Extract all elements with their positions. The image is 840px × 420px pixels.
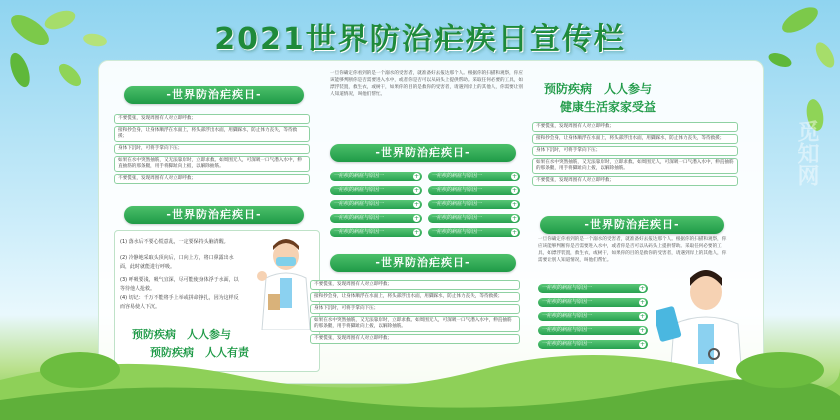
plus-icon: + [511, 173, 518, 180]
list-right-top [532, 122, 738, 188]
plus-icon: + [413, 229, 420, 236]
left-slogan-line2: 预防疾病 人人有责 [150, 346, 249, 359]
bullet-3: (3) 呼吸要浅，吸气宜深，尽可能使身体浮于水面，以等待他人抢救。 [120, 277, 239, 292]
list-item: 如果在水中突然抽筋，又无法靠岸时，立即求救。如周围无人，可深吸一口气潜入水中，伸直抽筋的那条腿，用手将脚趾向上扳，以解除抽筋。 [310, 316, 520, 332]
section-heading-left-top: -世界防治疟疾日- [124, 86, 304, 104]
plus-icon: + [511, 229, 518, 236]
tag-button[interactable]: 一疟疾的病症与原因一 + [538, 326, 648, 335]
list-item: 不要慌张，发现周围有人对立即呼救； [310, 280, 520, 290]
tag-button[interactable]: 一疟疾的病症与原因一 + [428, 200, 520, 209]
plus-icon: + [413, 215, 420, 222]
plus-icon: + [413, 187, 420, 194]
plus-icon: + [639, 299, 646, 306]
list-item: 不要慌张，发现周围有人对立即呼救； [114, 114, 310, 124]
plus-icon: + [413, 201, 420, 208]
hills-background [0, 340, 840, 420]
list-center-bottom [310, 280, 520, 346]
tag-button[interactable]: 一疟疾的病症与原因一 + [330, 228, 422, 237]
plus-icon: + [639, 313, 646, 320]
section-heading-center-bottom: -世界防治疟疾日- [330, 254, 516, 272]
right-slogan-line2: 健康生活家家受益 [560, 100, 657, 114]
tag-button[interactable]: 一疟疾的病症与原因一 + [330, 214, 422, 223]
plus-icon: + [511, 201, 518, 208]
list-item: 身体下沉时，可将手掌向下压； [310, 304, 520, 314]
tag-button[interactable]: 一疟疾的病症与原因一 + [428, 172, 520, 181]
tag-button[interactable]: 一疟疾的病症与原因一 + [538, 340, 648, 349]
list-item: 不要慌张，发现周围有人对立即呼救； [114, 174, 310, 184]
plus-icon: + [639, 341, 646, 348]
plus-icon: + [639, 327, 646, 334]
list-left-top [114, 114, 310, 186]
tag-button[interactable]: 一疟疾的病症与原因一 + [428, 186, 520, 195]
tag-button[interactable]: 一疟疾的病症与原因一 + [538, 284, 648, 293]
list-item: 如果在水中突然抽筋，又无法靠岸时，立即求救。如周围无人，可深吸一口气潜入水中，伸直抽筋的那条腿，用手将脚趾向上扳，以解除抽筋。 [114, 156, 310, 172]
list-item: 如果在水中突然抽筋，又无法靠岸时，立即求救。如周围无人，可深吸一口气潜入水中，伸直抽筋的那条腿，用手将脚趾向上扳，以解除抽筋。 [532, 158, 738, 174]
page-title: 2021世界防治疟疾日宣传栏 [214, 22, 626, 57]
plus-icon: + [413, 173, 420, 180]
tag-button[interactable]: 一疟疾的病症与原因一 + [538, 312, 648, 321]
tag-button[interactable]: 一疟疾的病症与原因一 + [330, 172, 422, 181]
list-item: 身体下沉时，可将手掌向下压； [114, 144, 310, 154]
watermark: 觅知网 [794, 120, 819, 186]
left-slogan-line1: 预防疾病 人人参与 [132, 328, 231, 341]
plus-icon: + [511, 215, 518, 222]
right-slogan-line1: 预防疾病 人人参与 [544, 82, 653, 96]
list-item: 不要慌张，发现周围有人对立即呼救； [532, 176, 738, 186]
tag-button[interactable]: 一疟疾的病症与原因一 + [428, 214, 520, 223]
center-paragraph: 一旦你确定你看到的是一个溺水的受害者，就准备好去报达那个人。根据你的扫描和观察，你应该能够判断你是否需要进入水中，或者你是否可以从码头上提供帮助。采取任何必要的工具，如漂浮装置，救生衣，或树干，如果你的目的是救你的受害者，请遇到岸上的其他人，你需要让别人知道情况，叫他们帮忙。 [330, 71, 523, 97]
bullet-1: (1) 落水后不要心慌意乱，一定要保持头脑清醒。 [120, 239, 229, 245]
section-heading-right: -世界防治疟疾日- [540, 216, 724, 234]
plus-icon: + [511, 187, 518, 194]
list-item: 接和抄会身，让身体顺浮在水面上，将头部浮出水面，用脚踩水，防止体力丧失，等待救援； [114, 126, 310, 142]
list-item: 不要慌张，发现周围有人对立即呼救； [310, 334, 520, 344]
list-item: 接和抄会身，让身体顺浮在水面上，将头部浮出水面，用脚踩水，防止体力丧失，等待救援； [532, 134, 738, 144]
tag-button[interactable]: 一疟疾的病症与原因一 + [330, 200, 422, 209]
section-heading-center-top: -世界防治疟疾日- [330, 144, 516, 162]
bullet-4: (4) 切记：千万不能将手上举或拼命挣扎，因为这样反而容易使人下沉。 [120, 295, 239, 310]
bullet-2: (2) 冷静地采取头顶向后，口向上方，将口鼻露出水面，此时就能进行呼吸。 [120, 255, 234, 270]
section-heading-left-bottom: -世界防治疟疾日- [124, 206, 304, 224]
right-paragraph: 一旦你确定你看到的是一个溺水的受害者，就准备好去报达那个人。根据你的扫描和观察，你应该能够判断你是否需要进入水中，或者你是否可以从码头上提供帮助。采取任何必要的工具，如漂浮装置，救生衣，或树干，如果你的目的是救你的受害者，请遇到岸上的其他人，你需要让别人知道情况，叫他们帮忙。 [538, 237, 727, 263]
list-item: 接和抄会身，让身体顺浮在水面上，将头部浮出水面，用脚踩水，防止体力丧失，等待救援； [310, 292, 520, 302]
tag-button[interactable]: 一疟疾的病症与原因一 + [330, 186, 422, 195]
list-item: 不要慌张，发现周围有人对立即呼救； [532, 122, 738, 132]
plus-icon: + [639, 285, 646, 292]
tag-button[interactable]: 一疟疾的病症与原因一 + [428, 228, 520, 237]
tag-button[interactable]: 一疟疾的病症与原因一 + [538, 298, 648, 307]
doctor-illustration-left-icon [254, 238, 318, 330]
list-item: 身体下沉时，可将手掌向下压； [532, 146, 738, 156]
